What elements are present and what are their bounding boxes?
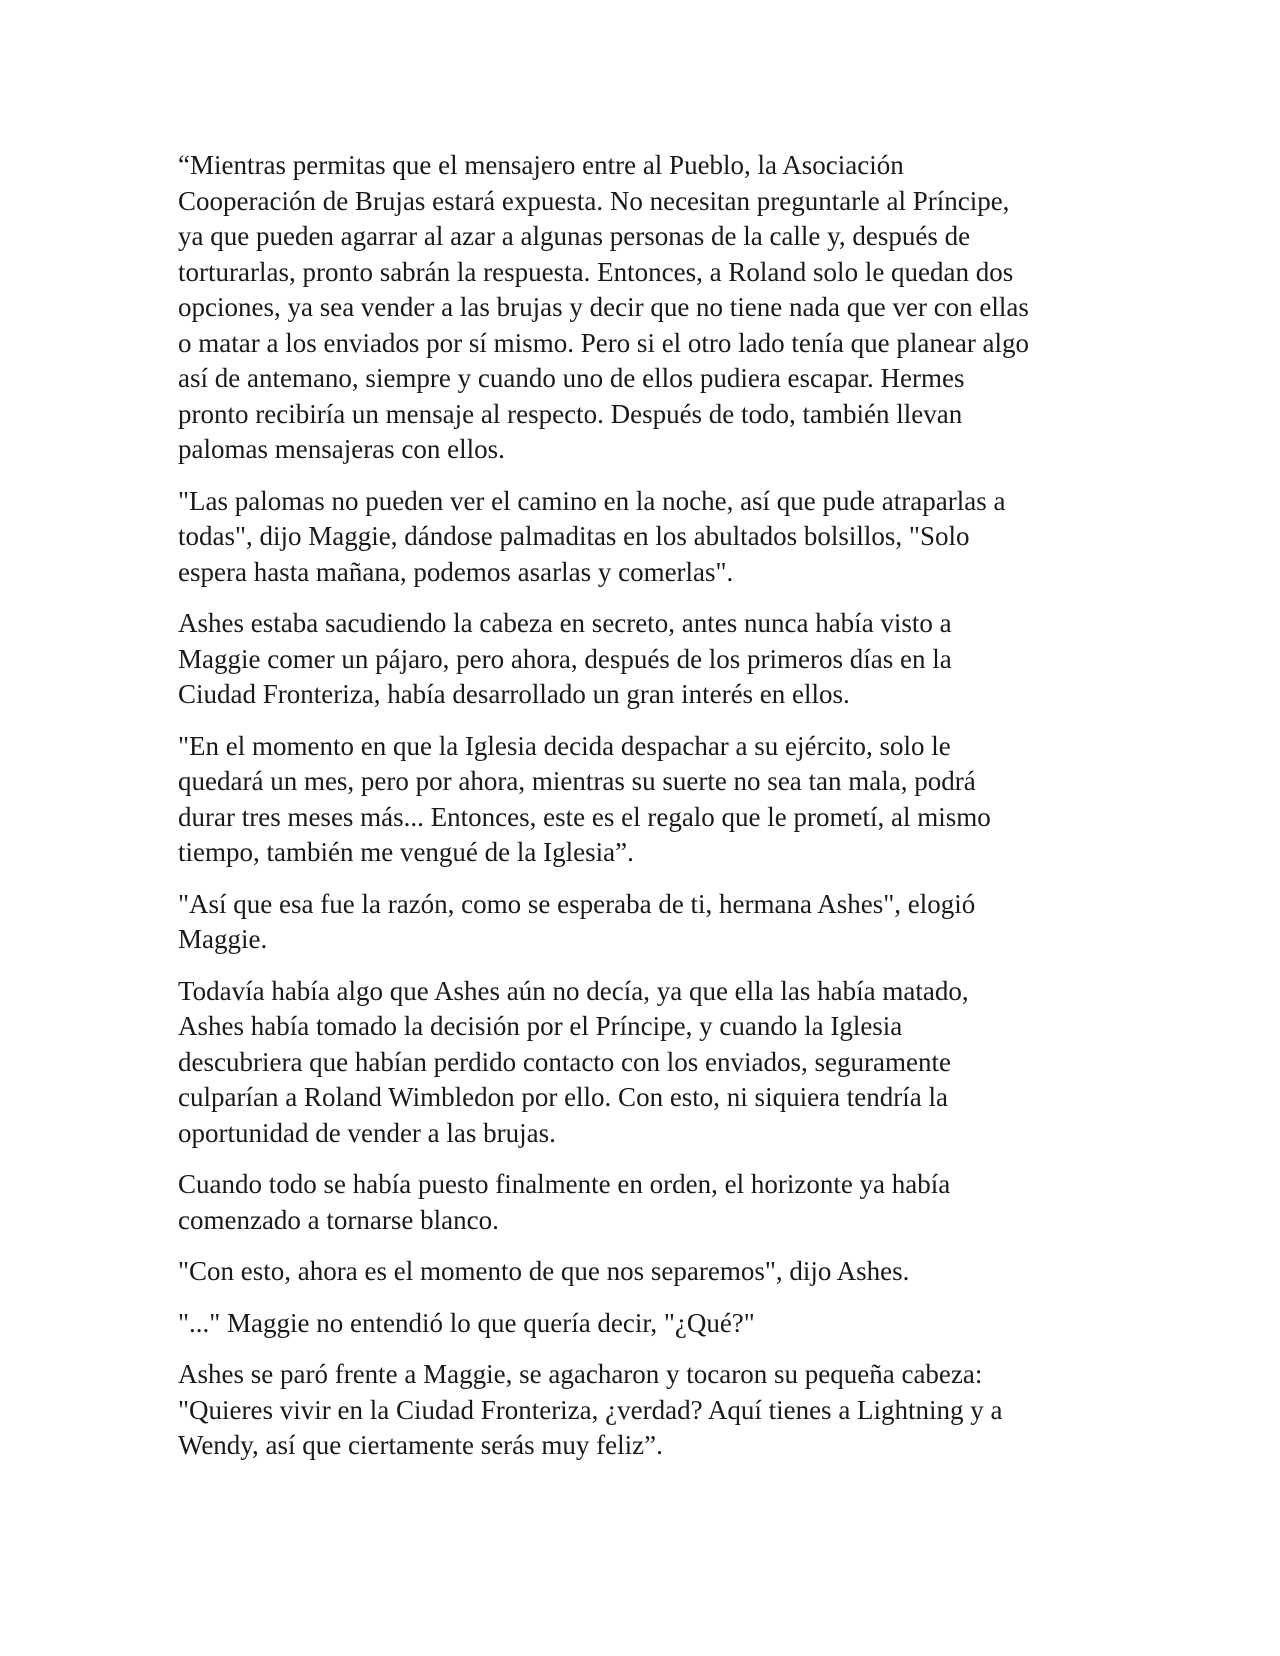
paragraph-2: "Las palomas no pueden ver el camino en la noche, así que pude atraparlas a todas", dijo Maggie, dándose palmaditas en los abultados bolsillos, "Solo espera hasta mañana, podemos asarlas y comerlas". [178, 485, 1006, 587]
paragraph-8: "Con esto, ahora es el momento de que nos separemos", dijo Ashes. [178, 1256, 910, 1286]
document-body [178, 148, 1113, 1480]
paragraph-6: Todavía había algo que Ashes aún no decía, ya que ella las había matado, Ashes había tomado la decisión por el Príncipe, y cuando la Iglesia descubriera que habían perdido contacto con los enviados, seguramente culparían a Roland Wimbledon por ello. Con esto, ni siquiera tendría la oportunidad de vender a las brujas. [178, 975, 969, 1148]
paragraph-4: "En el momento en que la Iglesia decida despachar a su ejército, solo le quedará un mes, pero por ahora, mientras su suerte no sea tan mala, podrá durar tres meses más... Entonces, este es el regalo que le prometí, al mismo tiempo, también me vengué de la Iglesia”. [178, 730, 991, 867]
paragraph-3: Ashes estaba sacudiendo la cabeza en secreto, antes nunca había visto a Maggie comer un pájaro, pero ahora, después de los primeros días en la Ciudad Fronteriza, había desarrollado un gran interés en ellos. [178, 608, 952, 709]
paragraph-7: Cuando todo se había puesto finalmente en orden, el horizonte ya había comenzado a tornarse blanco. [178, 1169, 951, 1235]
paragraph-5: "Así que esa fue la razón, como se esperaba de ti, hermana Ashes", elogió Maggie. [178, 888, 976, 954]
paragraph-9: "..." Maggie no entendió lo que quería decir, "¿Qué?" [178, 1307, 755, 1338]
paragraph-1: “Mientras permitas que el mensajero entre al Pueblo, la Asociación Cooperación de Brujas estará expuesta. No necesitan preguntarle al Príncipe, ya que pueden agarrar al azar a algunas personas de la calle y, después de torturarlas, pronto sabrán la respuesta. Entonces, a Roland solo le quedan dos opciones, ya sea vender a las brujas y decir que no tiene nada que ver con ellas o matar a los enviados por sí mismo. Pero si el otro lado tenía que planear algo así de antemano, siempre y cuando uno de ellos pudiera escapar. Hermes pronto recibiría un mensaje al respecto. Después de todo, también llevan palomas mensajeras con ellos. [178, 150, 1030, 464]
paragraph-10: Ashes se paró frente a Maggie, se agacharon y tocaron su pequeña cabeza: "Quieres vivir en la Ciudad Fronteriza, ¿verdad? Aquí tienes a Lightning y a Wendy, así que ciertamente serás muy feliz”. [178, 1359, 1003, 1460]
